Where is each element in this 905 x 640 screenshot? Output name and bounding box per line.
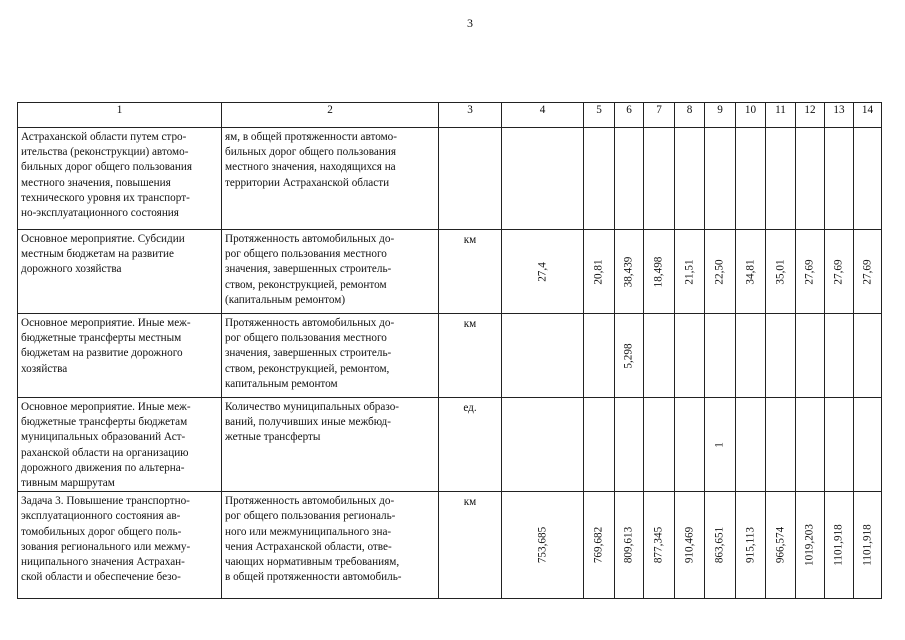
unit-text: км [463,234,477,246]
value-text: 966,574 [773,527,786,564]
value-cell [825,128,854,230]
indicator-cell-text: Протяженность автомобильных до- рог общего пользования местного значения, завершенных строитель- ством, реконструкцией, ремонтом, капитальным ремонтом [225,317,395,390]
value-text: 27,69 [803,258,816,285]
row-description-cell-text: Основное мероприятие. Иные меж- бюджетные трансферты местным бюджетам на развитие дорожного хозяйства [21,317,191,375]
value-cell [644,492,675,599]
table-row [18,230,882,314]
column-header: 1 [18,103,222,128]
unit-cell [439,398,502,492]
value-text: 35,01 [773,258,786,285]
value-cell [705,230,736,314]
column-header: 7 [644,103,675,128]
unit-cell [439,230,502,314]
row-description-cell-text: Основное мероприятие. Субсидии местным бюджетам на развитие дорожного хозяйства [21,233,185,276]
value-cell [615,492,644,599]
indicator-cell [222,314,439,398]
column-header: 14 [854,103,882,128]
column-header: 3 [439,103,502,128]
value-cell [615,398,644,492]
indicator-table [17,102,882,599]
row-description-cell [18,128,222,230]
indicator-cell [222,398,439,492]
value-cell [615,230,644,314]
value-text: 27,69 [860,258,873,285]
value-cell [675,492,705,599]
value-cell [615,128,644,230]
table-row [18,492,882,599]
value-text: 18,498 [652,256,665,287]
value-cell [796,398,825,492]
value-cell [854,492,882,599]
value-cell [502,314,584,398]
value-text: 1101,918 [860,524,873,566]
value-cell [825,398,854,492]
column-header: 6 [615,103,644,128]
value-text: 34,81 [743,258,756,285]
table-row [18,128,882,230]
unit-cell [439,128,502,230]
value-text: 21,51 [682,258,695,285]
row-description-cell-text: Задача 3. Повышение транспортно- эксплуатационного состояния ав- томобильных дорог общего поль- зования регионального или межму- ниципального значения Астрахан- ской области и обеспечение безо- [21,495,191,584]
value-cell [644,314,675,398]
column-header: 8 [675,103,705,128]
value-cell [705,398,736,492]
value-cell [736,230,766,314]
column-header: 5 [584,103,615,128]
unit-text: км [463,318,477,330]
value-text: 877,345 [652,527,665,564]
table-row [18,314,882,398]
value-cell [736,398,766,492]
value-cell [854,230,882,314]
value-cell [736,128,766,230]
value-text: 915,113 [743,527,756,564]
unit-cell [439,492,502,599]
column-header: 4 [502,103,584,128]
value-cell [502,230,584,314]
indicator-cell-text: Протяженность автомобильных до- рог общего пользования региональ- ного или межмуниципального зна- чения Астраханской области, отве- чающих нормативным требованиям, в общей протяженности автомобиль- [225,495,402,584]
value-cell [796,128,825,230]
value-cell [705,314,736,398]
column-header: 12 [796,103,825,128]
value-cell [736,492,766,599]
column-header: 9 [705,103,736,128]
value-cell [825,492,854,599]
indicator-cell [222,492,439,599]
unit-text: км [463,496,477,509]
value-cell [584,128,615,230]
value-text: 38,439 [622,256,635,287]
value-text: 5,298 [622,342,635,369]
indicator-cell-text: Количество муниципальных образо- ваний, получивших иные межбюд- жетные трансферты [225,401,400,444]
value-cell [796,314,825,398]
indicator-cell-text: Протяженность автомобильных до- рог общего пользования местного значения, завершенных строитель- ством, реконструкцией, ремонтом (капитальным ремонтом) [225,233,395,306]
value-cell [502,398,584,492]
indicator-cell-text: ям, в общей протяженности автомо- бильных дорог общего пользования местного значения, находящихся на территории Астраханской области [225,131,397,189]
value-cell [584,492,615,599]
value-cell [502,128,584,230]
indicator-cell [222,230,439,314]
indicator-cell [222,128,439,230]
value-text: 1 [713,441,726,448]
value-text: 27,69 [832,258,845,285]
value-cell [796,492,825,599]
header-row [18,103,882,128]
row-description-cell [18,398,222,492]
value-cell [736,314,766,398]
unit-text [439,128,501,131]
row-description-cell [18,492,222,599]
column-header: 13 [825,103,854,128]
column-header: 10 [736,103,766,128]
value-cell [854,314,882,398]
value-text: 1019,203 [803,524,816,567]
value-text: 769,682 [592,527,605,564]
value-cell [766,128,796,230]
value-text: 20,81 [592,258,605,285]
value-cell [675,128,705,230]
value-text: 809,613 [622,527,635,564]
value-text: 910,469 [682,527,695,564]
value-text: 753,685 [535,527,548,564]
value-cell [766,230,796,314]
value-cell [854,128,882,230]
value-cell [584,230,615,314]
value-text: 27,4 [535,261,548,282]
value-cell [675,230,705,314]
value-cell [825,230,854,314]
unit-text: ед. [463,402,477,414]
value-text: 1101,918 [832,524,845,566]
row-description-cell-text: Основное мероприятие. Иные меж- бюджетные трансферты бюджетам муниципальных образований Аст- раханской области на организацию дорожного движения по альтерна- тивным маршрутам [21,401,191,490]
unit-cell [439,314,502,398]
value-cell [766,398,796,492]
value-cell [615,314,644,398]
value-cell [705,128,736,230]
value-cell [766,492,796,599]
value-cell [644,128,675,230]
value-cell [705,492,736,599]
row-description-cell [18,314,222,398]
row-description-cell [18,230,222,314]
value-cell [854,398,882,492]
value-cell [502,492,584,599]
row-description-cell-text: Астраханской области путем стро- ительства (реконструкции) автомо- бильных дорог общего пользования местного значения, повышения технического уровня их транспорт- но-эксплуатационного состояния [21,131,192,220]
value-text: 863,651 [713,527,726,564]
value-cell [644,398,675,492]
value-cell [584,314,615,398]
value-cell [644,230,675,314]
column-header: 2 [222,103,439,128]
value-text: 22,50 [713,258,726,285]
value-cell [796,230,825,314]
value-cell [825,314,854,398]
value-cell [675,314,705,398]
column-header: 11 [766,103,796,128]
page-number: 3 [467,16,473,30]
value-cell [584,398,615,492]
value-cell [675,398,705,492]
value-cell [766,314,796,398]
table-row [18,398,882,492]
